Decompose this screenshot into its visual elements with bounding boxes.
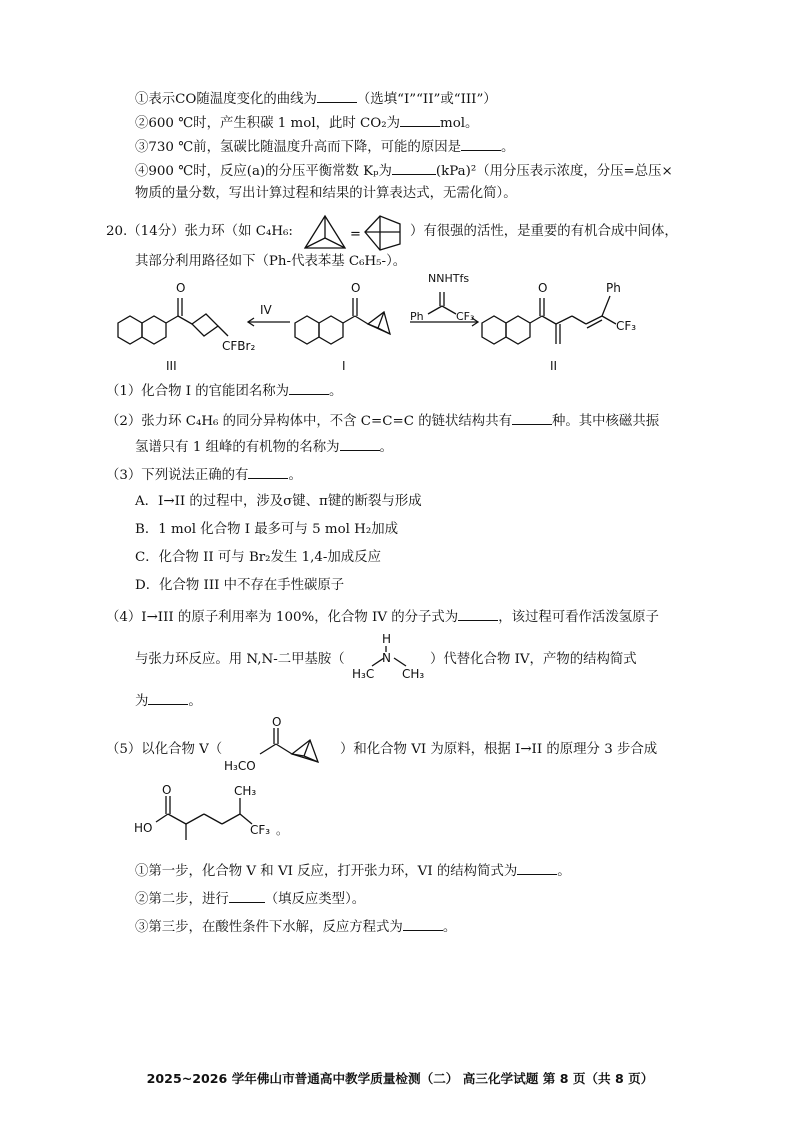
option-d: D．化合物 III 中不存在手性碳原子 bbox=[135, 578, 345, 593]
q20-part4: （4）I→III 的原子利用率为 100%，化合物 IV 的分子式为 ，该过程可看作活泼氢原子 bbox=[106, 606, 659, 628]
svg-text:CH₃: CH₃ bbox=[402, 667, 425, 680]
reagent-iv-label: IV bbox=[260, 303, 272, 317]
svg-text:H: H bbox=[382, 632, 392, 646]
cfbr2-label: CFBr₂ bbox=[222, 339, 256, 353]
svg-text:O: O bbox=[176, 281, 186, 295]
reagent-nnhtfs: NNHTfs bbox=[428, 272, 470, 285]
q19-item-4: ④900 ℃时，反应(a)的分压平衡常数 Kₚ为 (kPa)²（用分压表示浓度，分压=总压× bbox=[135, 160, 673, 182]
q20-part5-step1: ①第一步，化合物 V 和 VI 反应，打开张力环，VI 的结构简式为 。 bbox=[135, 860, 571, 882]
q20-part5-step2: ②第二步，进行 （填反应类型）。 bbox=[135, 888, 365, 910]
equals-sign: = bbox=[350, 227, 361, 242]
svg-text:Ph: Ph bbox=[410, 310, 424, 323]
label-compound-iii: III bbox=[166, 359, 177, 373]
option-a: A．I→II 的过程中，涉及σ键、π键的断裂与形成 bbox=[135, 494, 422, 509]
answer-blank[interactable] bbox=[512, 410, 552, 425]
q20-part4-line2a: 与张力环反应。用 N,N-二甲基胺（ bbox=[135, 652, 345, 667]
page-footer: 2025~2026 学年佛山市普通高中教学质量检测（二） 高三化学试题 第 8 页（共 8 页） bbox=[146, 1071, 654, 1086]
svg-text:CF₃: CF₃ bbox=[456, 310, 475, 323]
svg-text:。: 。 bbox=[276, 823, 289, 837]
q19-item-1: ①表示CO随温度变化的曲线为 （选填“I”“II”或“III”） bbox=[135, 88, 497, 110]
svg-text:CF₃: CF₃ bbox=[250, 823, 271, 837]
answer-blank[interactable] bbox=[517, 860, 557, 875]
target-product-structure bbox=[130, 780, 300, 850]
q20-header: 20.（14分）张力环（如 C₄H₆: bbox=[106, 224, 293, 239]
answer-blank[interactable] bbox=[392, 160, 436, 175]
svg-text:O: O bbox=[162, 783, 172, 797]
q20-part2: （2）张力环 C₄H₆ 的同分异构体中，不含 C=C=C 的链状结构共有 种。其中核磁共振 bbox=[106, 410, 659, 432]
reaction-scheme bbox=[110, 268, 710, 376]
svg-text:HO: HO bbox=[134, 821, 153, 835]
label-compound-i: I bbox=[342, 359, 346, 373]
answer-blank[interactable] bbox=[148, 690, 188, 705]
strained-ring-structures bbox=[300, 210, 410, 254]
answer-blank[interactable] bbox=[340, 436, 380, 451]
q20-part5-step3: ③第三步，在酸性条件下水解，反应方程式为 。 bbox=[135, 916, 456, 938]
q19-item-2: ②600 ℃时，产生积碳 1 mol，此时 CO₂为 mol。 bbox=[135, 112, 478, 134]
q20-header-tail: ）有很强的活性，是重要的有机合成中间体， bbox=[410, 224, 678, 239]
answer-blank[interactable] bbox=[458, 606, 498, 621]
answer-blank[interactable] bbox=[461, 136, 501, 151]
q20-part3: （3）下列说法正确的有 。 bbox=[106, 464, 302, 486]
option-b: B．1 mol 化合物 I 最多可与 5 mol H₂加成 bbox=[135, 522, 398, 537]
svg-text:CF₃: CF₃ bbox=[616, 319, 637, 333]
q20-header-line2: 其部分利用路径如下（Ph-代表苯基 C₆H₅-）。 bbox=[135, 254, 407, 269]
svg-text:Ph: Ph bbox=[606, 281, 621, 295]
svg-text:O: O bbox=[538, 281, 548, 295]
q20-part5-tail: ）和化合物 VI 为原料，根据 I→II 的原理分 3 步合成 bbox=[340, 742, 658, 757]
q20-part4-line3: 为 。 bbox=[135, 690, 202, 712]
q19-item-4-line2: 物质的量分数，写出计算过程和结果的计算表达式，无需化简）。 bbox=[135, 186, 517, 201]
answer-blank[interactable] bbox=[289, 380, 329, 395]
label-compound-ii: II bbox=[550, 359, 558, 373]
svg-text:CH₃: CH₃ bbox=[234, 784, 257, 798]
q20-part1: （1）化合物 I 的官能团名称为 。 bbox=[106, 380, 342, 402]
dimethylamine-structure bbox=[350, 628, 430, 680]
answer-blank[interactable] bbox=[403, 916, 443, 931]
q20-part5: （5）以化合物 V（ bbox=[106, 742, 223, 757]
svg-text:O: O bbox=[272, 716, 282, 729]
q20-part2-line2: 氢谱只有 1 组峰的有机物的名称为 。 bbox=[135, 436, 393, 458]
option-c: C．化合物 II 可与 Br₂发生 1,4-加成反应 bbox=[135, 550, 381, 565]
q19-item-3: ③730 ℃前，氢碳比随温度升高而下降，可能的原因是 。 bbox=[135, 136, 514, 158]
answer-blank[interactable] bbox=[248, 464, 288, 479]
svg-text:H₃C: H₃C bbox=[352, 667, 375, 680]
svg-text:O: O bbox=[351, 281, 361, 295]
answer-blank[interactable] bbox=[400, 112, 440, 127]
answer-blank[interactable] bbox=[229, 888, 265, 903]
compound-v-structure bbox=[218, 716, 338, 774]
answer-blank[interactable] bbox=[317, 88, 357, 103]
svg-text:N: N bbox=[382, 651, 391, 665]
q20-part4-line2b: ）代替化合物 IV，产物的结构简式 bbox=[430, 652, 637, 667]
svg-text:H₃CO: H₃CO bbox=[224, 759, 256, 773]
